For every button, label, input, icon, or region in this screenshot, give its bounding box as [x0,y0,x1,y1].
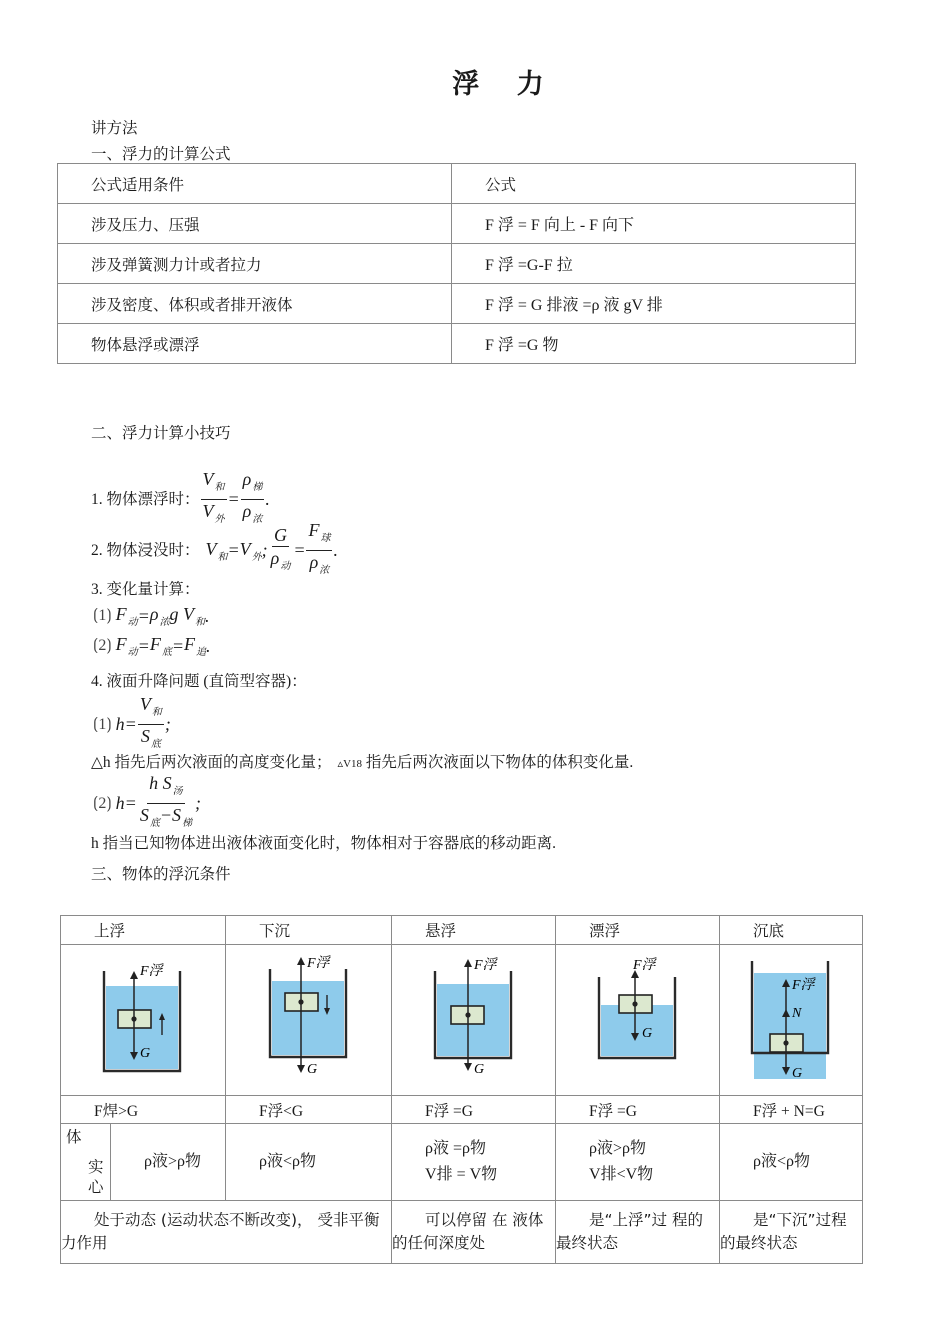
diagram-cell [556,945,720,1096]
relation-cell: ρ液<ρ物 [720,1124,863,1201]
condition-cell: F浮 =G [556,1096,720,1124]
tip3-formula1: ⟮1⟯ $F_动$ = $\rho_浓$ g $V_和$ . [93,604,210,628]
relation-cell: ρ液>ρ物 [111,1124,226,1201]
force-label: F浮 [473,958,497,973]
fraction: $\frac{h S_汤}{S_底-S_梯}$ [139,773,192,829]
table-cell: 涉及压力、压强 [58,204,452,244]
equals-sign: = [293,540,306,560]
rising-diagram [98,953,188,1083]
fraction: $\frac{\rho_梯}{\rho_浓}$ [242,469,263,525]
tip1-label: 1. 物体漂浮时： [91,490,200,508]
table-row [61,945,863,1096]
description-cell: 是“下沉”过程的最终状态 [720,1201,863,1264]
force-label: F浮 [792,978,815,993]
table-cell: 物体悬浮或漂浮 [58,324,452,364]
semicolon: ; [261,540,268,560]
condition-cell: F浮<G [226,1096,392,1124]
period: . [333,540,338,560]
solid-label-bottom: 实 心 [88,1158,104,1196]
gravity-label: G [792,1066,803,1081]
gravity-label: G [473,1062,484,1077]
center-dot [298,999,303,1004]
arrow-head [297,957,305,965]
arrow-head [297,1065,305,1073]
water-fill [754,973,826,1079]
table-row [58,204,856,244]
formula-table [57,163,856,364]
condition-cell: F焊>G [61,1096,226,1124]
arrow-head [464,959,472,967]
section1-heading: 一、浮力的计算公式 [91,145,231,163]
table-cell: 涉及密度、体积或者排开液体 [58,284,452,324]
formula-term: $V_和$ [205,538,228,563]
condition-cell: F浮 =G [392,1096,556,1124]
table-row [58,324,856,364]
fraction: $\frac{V_和}{S_底}$ [139,694,162,750]
equals-sign: = [227,489,240,509]
tip4-formula2: ⟮2⟯ h = $\frac{h S_汤}{S_底-S_梯}$ ; [93,772,201,835]
description-cell: 处于动态 (运动状态不断改变)， 受非平衡力作用 [61,1201,392,1264]
formula-term: $V_外$ [239,538,262,563]
table-cell: F 浮 = F 向上 - F 向下 [452,204,856,244]
tip4-formula1: ⟮1⟯ h = $\frac{V_和}{S_底}$ ; [93,693,171,756]
diagram-cell [720,945,863,1096]
table-header-cell: 公式 [452,164,856,204]
center-dot [131,1016,136,1021]
diagram-cell [392,945,556,1096]
solid-label-top: 体 [66,1128,82,1146]
suspended-diagram [429,953,519,1083]
normal-label: N [792,1006,802,1021]
table-row [61,916,863,945]
center-dot [632,1001,637,1006]
center-dot [783,1040,788,1045]
item-number: ⟮1⟯ [93,607,112,624]
fraction: $\frac{F_球}{\rho_浓}$ [308,520,331,576]
relation-cell: ρ液 =ρ物 V排 = V物 [392,1124,556,1201]
tip3-label: 3. 变化量计算： [91,581,200,598]
tip2-line [91,519,338,582]
solid-label-cell [61,1124,111,1201]
fraction: $\frac{V_和}{V_外}$ [202,469,225,525]
table-header-cell: 悬浮 [392,916,556,945]
table-cell: 涉及弹簧测力计或者拉力 [58,244,452,284]
center-dot [465,1012,470,1017]
note-dh: △h 指先后两次液面的高度变化量； ▵V18 指先后两次液面以下物体的体积变化量. [91,754,634,771]
table-header-cell: 下沉 [226,916,392,945]
item-number: ⟮2⟯ [93,637,112,654]
table-cell: F 浮 =G-F 拉 [452,244,856,284]
relation-cell: ρ液<ρ物 [226,1124,392,1201]
table-cell: F 浮 = G 排液 =ρ 液 gV 排 [452,284,856,324]
condition-cell: F浮 + N=G [720,1096,863,1124]
description-cell: 是“上浮”过 程的最终状态 [556,1201,720,1264]
table-header-cell: 漂浮 [556,916,720,945]
tip2-label: 2. 物体浸没时： [91,541,200,559]
section3-heading: 三、物体的浮沉条件 [91,865,231,883]
table-header-cell: 公式适用条件 [58,164,452,204]
tip3-formula2: ⟮2⟯ $F_动$ = $F_底$ = $F_追$ . [93,634,211,658]
relation-cell: ρ液>ρ物 V排<V物 [556,1124,720,1201]
arrow-head [464,1063,472,1071]
item-number: ⟮1⟯ [93,715,112,733]
force-label: F浮 [140,964,163,979]
table-row [61,1096,863,1124]
water-fill [272,981,344,1055]
sinking-diagram [264,953,354,1083]
float-sink-table [60,915,863,1264]
item-number: ⟮2⟯ [93,794,112,812]
section2-heading: 二、浮力计算小技巧 [91,424,231,442]
section-label: 讲方法 [91,119,138,137]
page-title: 浮 力 [452,69,558,100]
period: . [265,489,270,509]
fraction: $\frac{G}{\rho_动}$ [270,524,291,572]
floating-diagram [593,953,683,1083]
gravity-label: G [306,1062,317,1077]
gravity-label: G [140,1046,151,1061]
table-row [58,284,856,324]
bottom-diagram [746,953,836,1083]
table-header-cell: 沉底 [720,916,863,945]
force-label: F浮 [632,958,656,973]
description-cell: 可以停留 在 液体的任何深度处 [392,1201,556,1264]
tip4-label: 4. 液面升降问题 (直筒型容器)： [91,673,307,690]
table-header-cell: 上浮 [61,916,226,945]
diagram-cell [61,945,226,1096]
equals-sign: = [227,540,240,560]
note-h: h 指当已知物体进出液体液面变化时，物体相对于容器底的移动距离. [91,835,557,852]
table-row [58,164,856,204]
gravity-label: G [641,1026,652,1041]
table-cell: F 浮 =G 物 [452,324,856,364]
force-label: F浮 [306,956,330,971]
diagram-cell [226,945,392,1096]
table-row [61,1124,863,1201]
table-row [58,244,856,284]
table-row [61,1201,863,1264]
